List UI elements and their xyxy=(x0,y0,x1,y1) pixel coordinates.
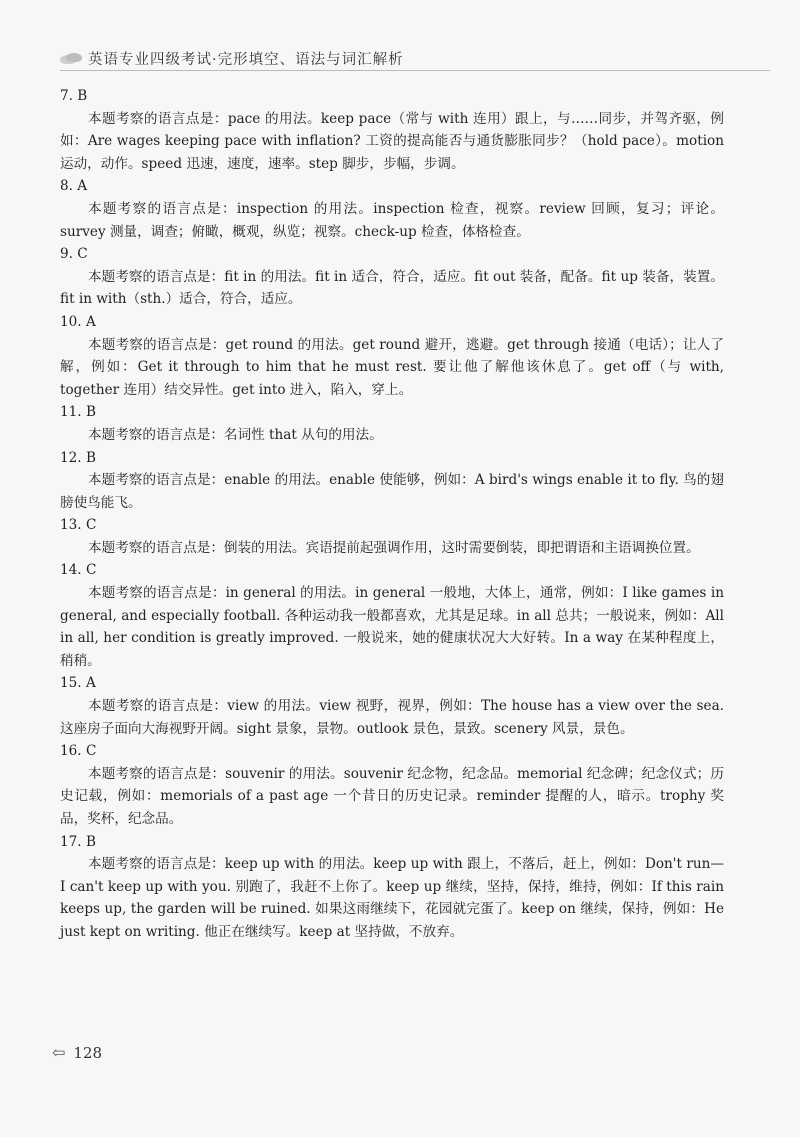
book-logo-icon xyxy=(60,53,82,65)
running-header xyxy=(60,48,404,69)
answer-number: 17. B xyxy=(60,833,96,850)
answer-item xyxy=(60,85,724,175)
answer-item xyxy=(60,831,724,944)
answer-item xyxy=(60,401,724,446)
answer-explanation: 本题考察的语言点是：in general 的用法。in general 一般地，大体上，通常，例如：I like games in general, and especially football. 各种运动我一般都喜欢，尤其是足球。in all 总共；一般说来，例如：All in all, her condition is greatly improved. 一般说来，她的健康状况大大好转。In a way 在某种程度上，稍稍。 xyxy=(60,585,724,669)
answer-explanation: 本题考察的语言点是：view 的用法。view 视野，视界，例如：The house has a view over the sea. 这座房子面向大海视野开阔。sight 景象，景物。outlook 景色，景致。scenery 风景，景色。 xyxy=(60,698,724,737)
answer-item xyxy=(60,243,724,311)
answer-item xyxy=(60,559,724,672)
answer-item xyxy=(60,740,724,830)
answer-explanation: 本题考察的语言点是：pace 的用法。keep pace（常与 with 连用）跟上，与……同步，并驾齐驱，例如：Are wages keeping pace with inflation? 工资的提高能否与通货膨胀同步？（hold pace）。motion 运动，动作。speed 迅速，速度，速率。step 脚步，步幅，步调。 xyxy=(60,110,724,172)
answer-explanation: 本题考察的语言点是：enable 的用法。enable 使能够，例如：A bird's wings enable it to fly. 鸟的翅膀使鸟能飞。 xyxy=(60,472,724,511)
answer-number: 14. C xyxy=(60,562,97,579)
answer-item xyxy=(60,311,724,401)
page-footer xyxy=(52,1043,102,1062)
answer-number: 9. C xyxy=(60,246,88,263)
answer-explanation: 本题考察的语言点是：fit in 的用法。fit in 适合，符合，适应。fit out 装备，配备。fit up 装备，装置。fit in with（sth.）适合，符合，适应。 xyxy=(60,268,724,308)
answer-explanation: 本题考察的语言点是：名词性 that 从句的用法。 xyxy=(88,426,383,443)
answer-number: 13. C xyxy=(60,517,97,534)
answer-item xyxy=(60,672,724,740)
answer-number: 11. B xyxy=(60,404,96,421)
answer-explanation: 本题考察的语言点是：倒装的用法。宾语提前起强调作用，这时需要倒装，即把谓语和主语调换位置。 xyxy=(88,539,700,556)
answer-number: 15. A xyxy=(60,675,96,692)
arrow-left-icon: ⇦ xyxy=(52,1043,66,1062)
answer-number: 8. A xyxy=(60,178,88,195)
answer-item xyxy=(60,514,724,559)
answer-item xyxy=(60,447,724,515)
answer-explanation: 本题考察的语言点是：keep up with 的用法。keep up with 跟上，不落后，赶上，例如：Don't run— I can't keep up with you. 别跑了，我赶不上你了。keep up 继续，坚持，保持，维持，例如：If this rain keeps up, the garden will be ruined. 如果这雨继续下，花园就完蛋了。keep on 继续，保持，例如：He just kept on writing. 他正在继续写。keep at 坚持做，不放弃。 xyxy=(60,856,724,940)
answer-number: 16. C xyxy=(60,743,97,760)
answer-explanation: 本题考察的语言点是：souvenir 的用法。souvenir 纪念物，纪念品。memorial 纪念碑；纪念仪式；历史记载，例如：memorials of a past age 一个昔日的历史记录。reminder 提醒的人，暗示。trophy 奖品，奖杯，纪念品。 xyxy=(60,765,724,827)
answer-explanation: 本题考察的语言点是：inspection 的用法。inspection 检查，视察。review 回顾，复习；评论。survey 测量，调查；俯瞰，概观，纵览；视察。check-up 检查，体格检查。 xyxy=(60,200,724,240)
answer-number: 10. A xyxy=(60,313,96,330)
header-divider xyxy=(60,70,770,71)
answer-item xyxy=(60,175,724,243)
answer-explanation: 本题考察的语言点是：get round 的用法。get round 避开，逃避。get through 接通（电话）；让人了解，例如：Get it through to him that he must rest. 要让他了解他该休息了。get off（与 with, together 连用）结交异性。get into 进入，陷入，穿上。 xyxy=(60,336,724,398)
answer-explanations xyxy=(60,85,724,944)
answer-number: 12. B xyxy=(60,449,96,466)
header-title: 英语专业四级考试·完形填空、语法与词汇解析 xyxy=(88,52,404,68)
answer-number: 7. B xyxy=(60,88,88,104)
page-number: 128 xyxy=(73,1043,103,1062)
